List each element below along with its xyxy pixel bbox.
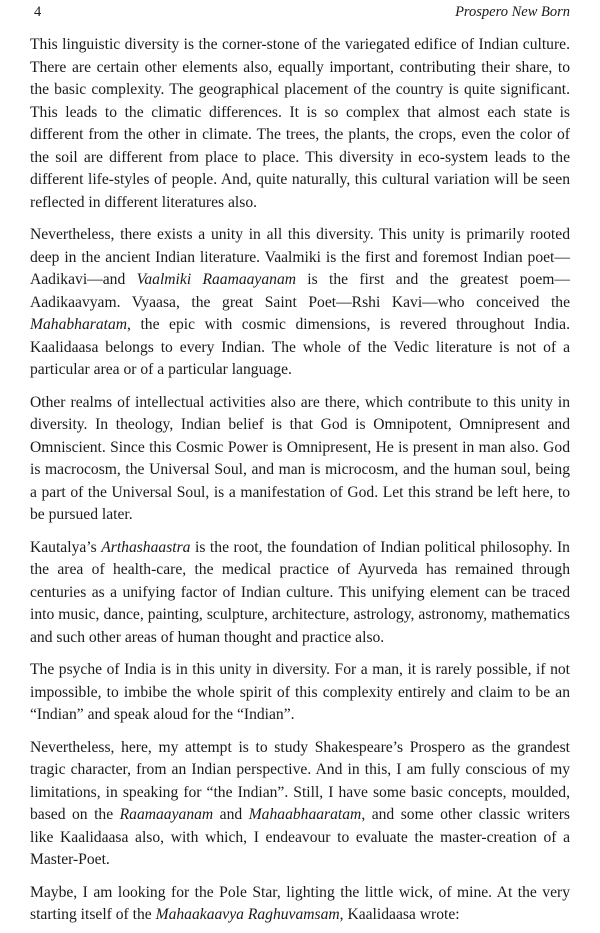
text-run: Nevertheless, there exists a unity in all this diversity. This unity is primarily rooted deep in the ancient Indian literature. Vaalmiki is the first and foremost Indian poet—Aadikavi—and (30, 226, 570, 288)
paragraph-arthashaastra (30, 537, 570, 650)
paragraph-unity-in-diversity (30, 224, 570, 382)
paragraph-pole-star (30, 882, 570, 927)
text-run: , Kaalidaasa wrote: (339, 906, 460, 923)
running-head: Prospero New Born (455, 4, 570, 20)
page-number: 4 (34, 4, 42, 20)
text-run: Other realms of intellectual activities also are there, which contribute to this unity in diversity. In theology, Indian belief is that God is Omnipotent, Omnipresent and Omniscient. Since this Cosmic Power is Omnipresent, He is present in man also. God is macrocosm, the Universal Soul, and man is microcosm, and the human soul, being a part of the Universal Soul, is a manifestation of God. Let this strand be left here, to be pursued later. (30, 393, 570, 523)
paragraph-linguistic-diversity (30, 34, 570, 214)
text-run: , and some other classic writers like Kaalidaasa also, with which, I endeavour to evaluate the master-creation of a Master-Poet. (30, 806, 570, 868)
paragraph-psyche-of-india (30, 659, 570, 727)
italic-title-text: Mahaakaavya Raghuvamsam (155, 906, 340, 923)
italic-title-text: Mahabharatam (30, 316, 128, 333)
text-run: The psyche of India is in this unity in diversity. For a man, it is rarely possible, if not impossible, to imbibe the whole spirit of this complexity entirely and claim to be an “Indian” and speak aloud for the “Indian”. (30, 661, 570, 723)
text-run: is the first and the greatest poem—Aadikaavyam. Vyaasa, the great Saint Poet—Rshi Kavi—who conceived the (30, 271, 570, 311)
text-run: , the epic with cosmic dimensions, is revered throughout India. Kaalidaasa belongs to every Indian. The whole of the Vedic literature is not of a particular area or of a particular language. (30, 316, 570, 378)
text-run: Kautalya’s (30, 538, 102, 556)
text-run: is the root, the foundation of Indian political philosophy. In the area of health-care, the medical practice of Ayurveda has remained through centuries as a unifying factor of Indian culture. This unifying element can be traced into music, dance, painting, sculpture, architecture, astrology, astronomy, mathematics and such other areas of human thought and practice also. (30, 538, 570, 646)
italic-title-text: Raamaayanam (119, 806, 214, 823)
italic-title-text: Vaalmiki Raamaayanam (136, 271, 296, 288)
italic-title-text: Arthashaastra (101, 538, 191, 556)
body-text (30, 34, 570, 933)
paragraph-intellectual-realms (30, 392, 570, 527)
page-header (30, 4, 570, 28)
text-run: and (213, 806, 249, 823)
italic-title-text: Mahaabhaaratam (248, 806, 362, 823)
text-run: Maybe, I am looking for the Pole Star, lighting the little wick, of mine. At the very starting itself of the (30, 883, 570, 923)
text-run: Nevertheless, here, my attempt is to study Shakespeare’s Prospero as the grandest tragic character, from an Indian perspective. And in this, I am fully conscious of my limitations, in speaking for “the Indian”. Still, I have some basic concepts, moulded, based on the (30, 738, 570, 823)
paragraph-study-of-prospero (30, 737, 570, 872)
text-run: This linguistic diversity is the corner-stone of the variegated edifice of Indian culture. There are certain other elements also, equally important, contributing their share, to the basic complexity. The geographical placement of the country is quite significant. This leads to the climatic differences. It is so complex that almost each state is different from the other in climate. The trees, the plants, the crops, even the color of the soil are different from place to place. This diversity in eco-system leads to the different life-styles of people. And, quite naturally, this cultural variation will be seen reflected in different literatures also. (30, 36, 570, 211)
